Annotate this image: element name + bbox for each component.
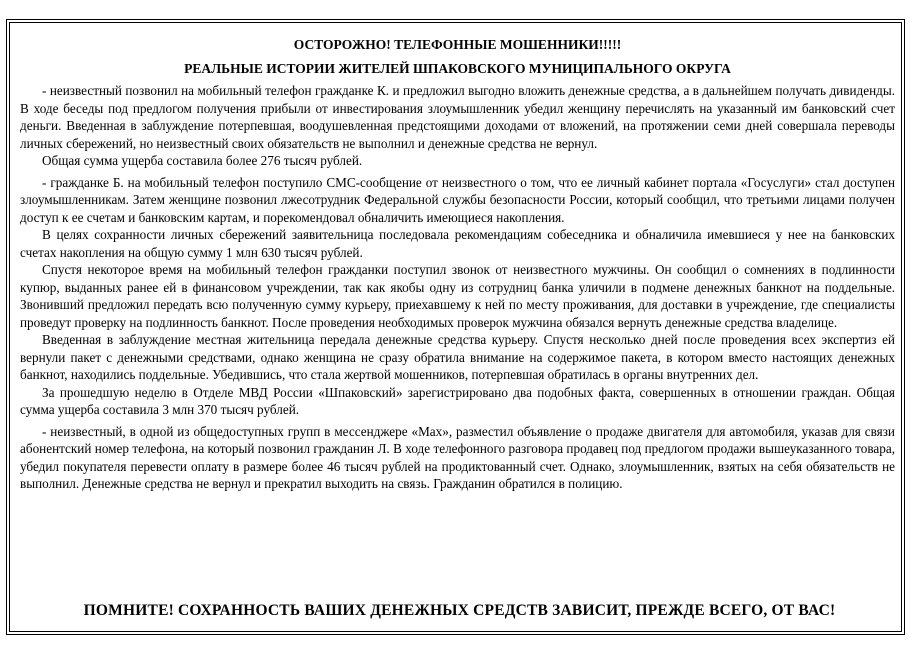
story-paragraph: Введенная в заблуждение местная жительница передала денежные средства курьеру. Спустя несколько дней после проведения всех экспертиз ей вернули пакет с денежными средствами, однако женщина не сразу обратила внимание на содержимое пакета, в котором вместо настоящих денежных банкнот, находились поддельные. Убедившись, что стала жертвой мошенников, потерпевшая обратилась в органы внутренних дел. [20,332,895,382]
story-paragraph: Спустя некоторое время на мобильный телефон гражданки поступил звонок от неизвестного мужчины. Он сообщил о сомнениях в подлинности купюр, выданных ранее ей в финансовом учреждении, так как якобы одну из сотрудниц банка уличили в подмене денежных банкнот на поддельные. Звонивший предложил передать всю полученную сумму курьеру, приехавшему к ней по месту проживания, для доставки в учреждение, где специалисты проведут проверку на подлинность банкнот. После проведения необходимых проверок мужчина обязался вернуть денежные средства владелице. [20,262,895,330]
story-paragraph: - гражданке Б. на мобильный телефон поступило СМС-сообщение от неизвестного о том, что ее личный кабинет портала «Госуслуги» стал доступен злоумышленникам. Затем женщине позвонил лжесотрудник Федеральной службы безопасности России, который сообщил, что третьими лицами получен доступ к ее счетам и банковским картам, и порекомендовал обналичить имеющиеся накопления. [20,174,895,225]
notice-content [20,30,895,497]
story-paragraph: В целях сохранности личных сбережений заявительница последовала рекомендациям собеседника и обналичила имевшиеся у нее на банковских счетах накопления на общую сумму 1 млн 630 тысяч рублей. [20,227,895,260]
page-title: ОСТОРОЖНО! ТЕЛЕФОННЫЕ МОШЕННИКИ!!!!! [293,37,622,52]
footer-warning: ПОМНИТЕ! СОХРАННОСТЬ ВАШИХ ДЕНЕЖНЫХ СРЕДСТВ ЗАВИСИТ, ПРЕЖДЕ ВСЕГО, ОТ ВАС! [83,602,836,619]
story-2 [20,174,895,419]
story-paragraph: За прошедшую неделю в Отделе МВД России «Шпаковский» зарегистрировано два подобных факта, совершенных в отношении граждан. Общая сумма ущерба составила 3 млн 370 тысяч рублей. [20,384,895,417]
page-subtitle: РЕАЛЬНЫЕ ИСТОРИИ ЖИТЕЛЕЙ ШПАКОВСКОГО МУНИЦИПАЛЬНОГО ОКРУГА [184,61,731,76]
story-paragraph: - неизвестный позвонил на мобильный телефон гражданке К. и предложил выгодно вложить денежные средства, а в дальнейшем получать дивиденды. В ходе беседы под предлогом получения прибыли от инвестирования злоумышленник убедил женщину перечислять на указанный им банковский счет деньги. Введенная в заблуждение потерпевшая, воодушевленная предстоящими доходами от вложений, на протяжении семи дней совершала переводы личных сбережений, но неизвестный своих обязательств не выполнил и денежные средства не вернул. [20,83,895,151]
story-1 [20,82,895,170]
story-paragraph: Общая сумма ущерба составила более 276 тысяч рублей. [42,153,363,168]
story-paragraph: - неизвестный, в одной из общедоступных групп в мессенджере «Max», разместил объявление о продаже двигателя для автомобиля, указав для связи абонентский номер телефона, на который позвонил гражданин Л. В ходе телефонного разговора продавец под предлогом продажи вышеуказанного товара, убедил покупателя перевести оплату в размере более 46 тысяч рублей на продиктованный счет. Однако, злоумышленник, взятых на себя обязательств не выполнил. Денежные средства не вернул и прекратил выходить на связь. Гражданин обратился в полицию. [20,423,895,491]
story-3 [20,423,895,493]
